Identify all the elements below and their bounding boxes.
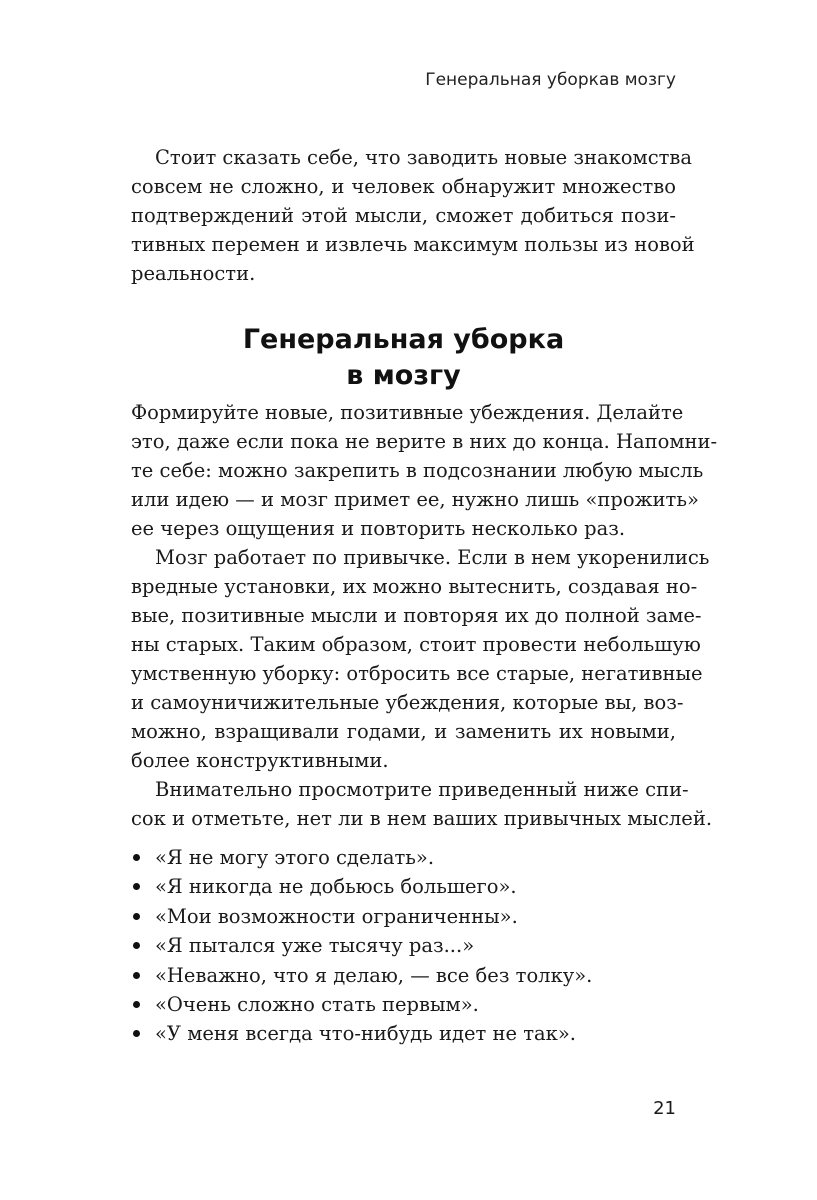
paragraph-2 bbox=[131, 398, 718, 543]
heading-line: Генеральная уборка bbox=[242, 324, 565, 355]
page-number: 21 bbox=[653, 1098, 676, 1119]
list-item bbox=[131, 843, 676, 872]
list-item-text: «Мои возможности ограниченны». bbox=[155, 904, 518, 928]
text-line: реальности. bbox=[131, 262, 256, 285]
list-item bbox=[131, 872, 676, 901]
section-heading bbox=[131, 322, 676, 394]
list-item-text: «Я никогда не добьюсь большего». bbox=[155, 875, 517, 899]
bullet-icon bbox=[133, 972, 140, 979]
text-line: более конструктивными. bbox=[131, 749, 389, 772]
text-line: Мозг работает по привычке. Если в нем укоренились bbox=[155, 546, 710, 569]
running-header: Генеральная уборкав мозгу bbox=[425, 70, 676, 90]
text-line: те себе: можно закрепить в подсознании любую мысль bbox=[131, 459, 704, 482]
text-line: сок и отметьте, нет ли в нем ваших привычных мыслей. bbox=[131, 807, 713, 830]
bullet-icon bbox=[133, 1001, 140, 1008]
text-line: вые, позитивные мысли и повторяя их до полной заме- bbox=[131, 604, 702, 627]
text-line: это, даже если пока не верите в них до конца. Напомни- bbox=[131, 430, 718, 453]
bullet-icon bbox=[133, 942, 140, 949]
bullet-icon bbox=[133, 854, 140, 861]
text-line: Внимательно просмотрите приведенный ниже спи- bbox=[155, 778, 689, 801]
text-line: или идею — и мозг примет ее, нужно лишь «прожить» bbox=[131, 488, 699, 511]
list-item-text: «Я пытался уже тысячу раз...» bbox=[155, 934, 475, 958]
text-line: вредные установки, их можно вытеснить, создавая но- bbox=[131, 575, 698, 598]
list-item bbox=[131, 990, 676, 1019]
text-line: Формируйте новые, позитивные убеждения. Делайте bbox=[131, 401, 684, 424]
paragraph-3 bbox=[131, 543, 710, 775]
text-line: тивных перемен и извлечь максимум пользы из новой bbox=[131, 233, 695, 256]
text-line: ее через ощущения и повторить несколько раз. bbox=[131, 517, 626, 540]
list-item-text: «Я не могу этого сделать». bbox=[155, 846, 435, 869]
text-line: умственную уборку: отбросить все старые, негативные bbox=[131, 662, 703, 685]
text-line: совсем не сложно, и человек обнаружит множество bbox=[131, 175, 676, 198]
text-line: Стоит сказать себе, что заводить новые знакомства bbox=[155, 146, 693, 169]
list-item bbox=[131, 961, 676, 990]
list-item-text: «Неважно, что я делаю, — все без толку». bbox=[155, 963, 593, 987]
bullet-icon bbox=[133, 1030, 140, 1037]
heading-line: в мозгу bbox=[346, 360, 461, 391]
bullet-icon bbox=[133, 883, 140, 890]
paragraph-4 bbox=[131, 775, 713, 833]
list-item bbox=[131, 931, 676, 960]
list-item-text: «У меня всегда что-нибудь идет не так». bbox=[155, 1022, 576, 1046]
list-item bbox=[131, 1019, 676, 1048]
list-item-text: «Очень сложно стать первым». bbox=[155, 993, 479, 1017]
bullet-icon bbox=[133, 913, 140, 920]
paragraph-1 bbox=[131, 143, 695, 288]
list-item bbox=[131, 902, 676, 931]
text-line: можно, взращивали годами, и заменить их новыми, bbox=[131, 720, 676, 743]
text-line: и самоуничижительные убеждения, которые вы, воз- bbox=[131, 691, 684, 714]
text-line: подтверждений этой мысли, сможет добиться пози- bbox=[131, 204, 676, 227]
bullet-list bbox=[131, 843, 676, 1049]
text-line: ны старых. Таким образом, стоит провести небольшую bbox=[131, 633, 701, 656]
